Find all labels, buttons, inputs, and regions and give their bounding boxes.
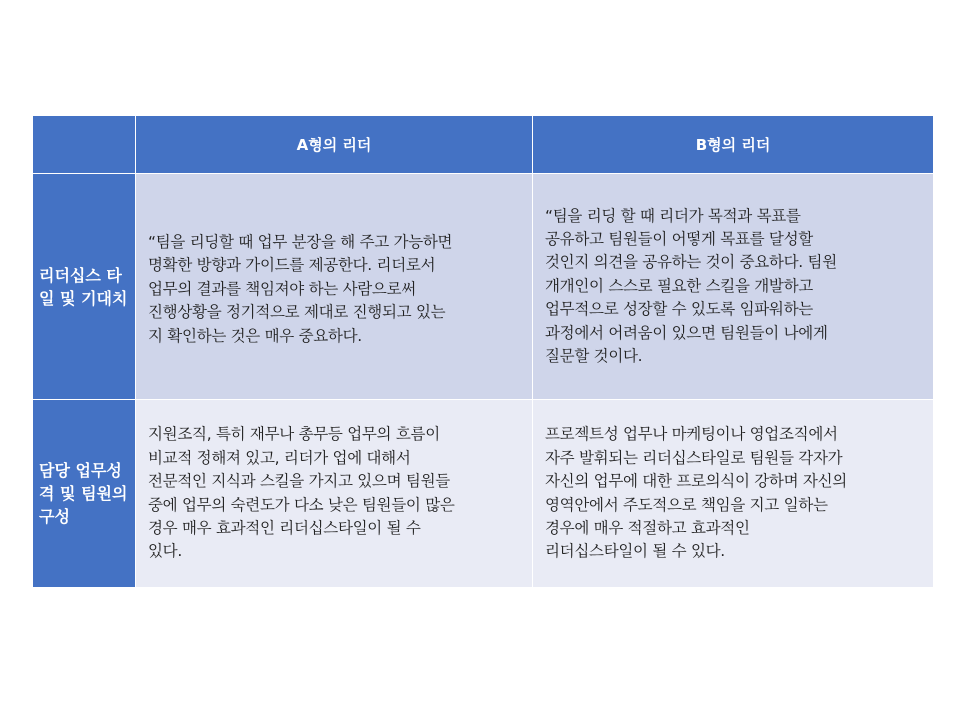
comparison-table xyxy=(32,115,934,588)
corner-cell xyxy=(33,116,136,174)
row-header-line: 구성 xyxy=(39,507,70,526)
cell-line: 명확한 방향과 가이드를 제공한다. 리더로서 xyxy=(148,256,436,275)
cell-line: 있다. xyxy=(148,542,182,561)
cell-line: 리더십스타일이 될 수 있다. xyxy=(545,542,725,561)
cell-line: 자주 발휘되는 리더십스타일로 팀원들 각자가 xyxy=(545,448,843,467)
row-header-line: 업무성격 xyxy=(39,461,122,503)
cell-b-work-nature xyxy=(533,400,934,588)
cell-line: 것인지 의견을 공유하는 것이 중요하다. 팀원 xyxy=(545,253,837,272)
row-header-line: 타일 및 xyxy=(39,265,122,308)
column-header-b: B형의 리더 xyxy=(533,116,934,174)
column-header-a: A형의 리더 xyxy=(136,116,533,174)
cell-b-leadership-style xyxy=(533,174,934,400)
cell-line: 지원조직, 특히 재무나 총무등 업무의 흐름이 xyxy=(148,425,440,444)
cell-line: 질문할 것이다. xyxy=(545,347,643,366)
cell-line: 공유하고 팀원들이 어떻게 목표를 달성할 xyxy=(545,229,813,248)
cell-line: 중에 업무의 숙련도가 다소 낮은 팀원들이 많은 xyxy=(148,495,455,514)
row-header-line: 및 팀원의 xyxy=(60,484,128,503)
cell-line: 영역안에서 주도적으로 책임을 지고 일하는 xyxy=(545,495,828,514)
cell-line: “팀을 리딩할 때 업무 분장을 해 주고 가능하면 xyxy=(148,232,453,251)
cell-line: 프로젝트성 업무나 마케팅이나 영업조직에서 xyxy=(545,425,838,444)
row-header-work-nature xyxy=(33,400,136,588)
cell-line: 비교적 정해져 있고, 리더가 업에 대해서 xyxy=(148,448,411,467)
cell-line: 경우에 매우 적절하고 효과적인 xyxy=(545,518,750,537)
cell-line: 업무적으로 성장할 수 있도록 임파워하는 xyxy=(545,300,813,319)
cell-line: “팀을 리딩 할 때 리더가 목적과 목표를 xyxy=(545,206,801,225)
row-header-line: 담당 xyxy=(39,461,70,480)
cell-a-work-nature xyxy=(136,400,533,588)
row-header-line: 리더십스 xyxy=(39,265,101,285)
cell-a-leadership-style xyxy=(136,174,533,400)
table-row xyxy=(33,400,934,588)
cell-line: 전문적인 지식과 스킬을 가지고 있으며 팀원들 xyxy=(148,472,450,491)
row-header-leadership-style xyxy=(33,174,136,400)
cell-line: 개개인이 스스로 필요한 스킬을 개발하고 xyxy=(545,276,813,295)
cell-line: 지 확인하는 것은 매우 중요하다. xyxy=(148,326,362,345)
row-header-line: 기대치 xyxy=(81,288,128,308)
cell-line: 자신의 업무에 대한 프로의식이 강하며 자신의 xyxy=(545,472,847,491)
cell-line: 진행상황을 정기적으로 제대로 진행되고 있는 xyxy=(148,303,446,322)
table-row xyxy=(33,174,934,400)
table-header-row xyxy=(33,116,934,174)
cell-line: 과정에서 어려움이 있으면 팀원들이 나에게 xyxy=(545,323,828,342)
cell-line: 경우 매우 효과적인 리더십스타일이 될 수 xyxy=(148,518,421,537)
cell-line: 업무의 결과를 책임져야 하는 사람으로써 xyxy=(148,279,416,298)
